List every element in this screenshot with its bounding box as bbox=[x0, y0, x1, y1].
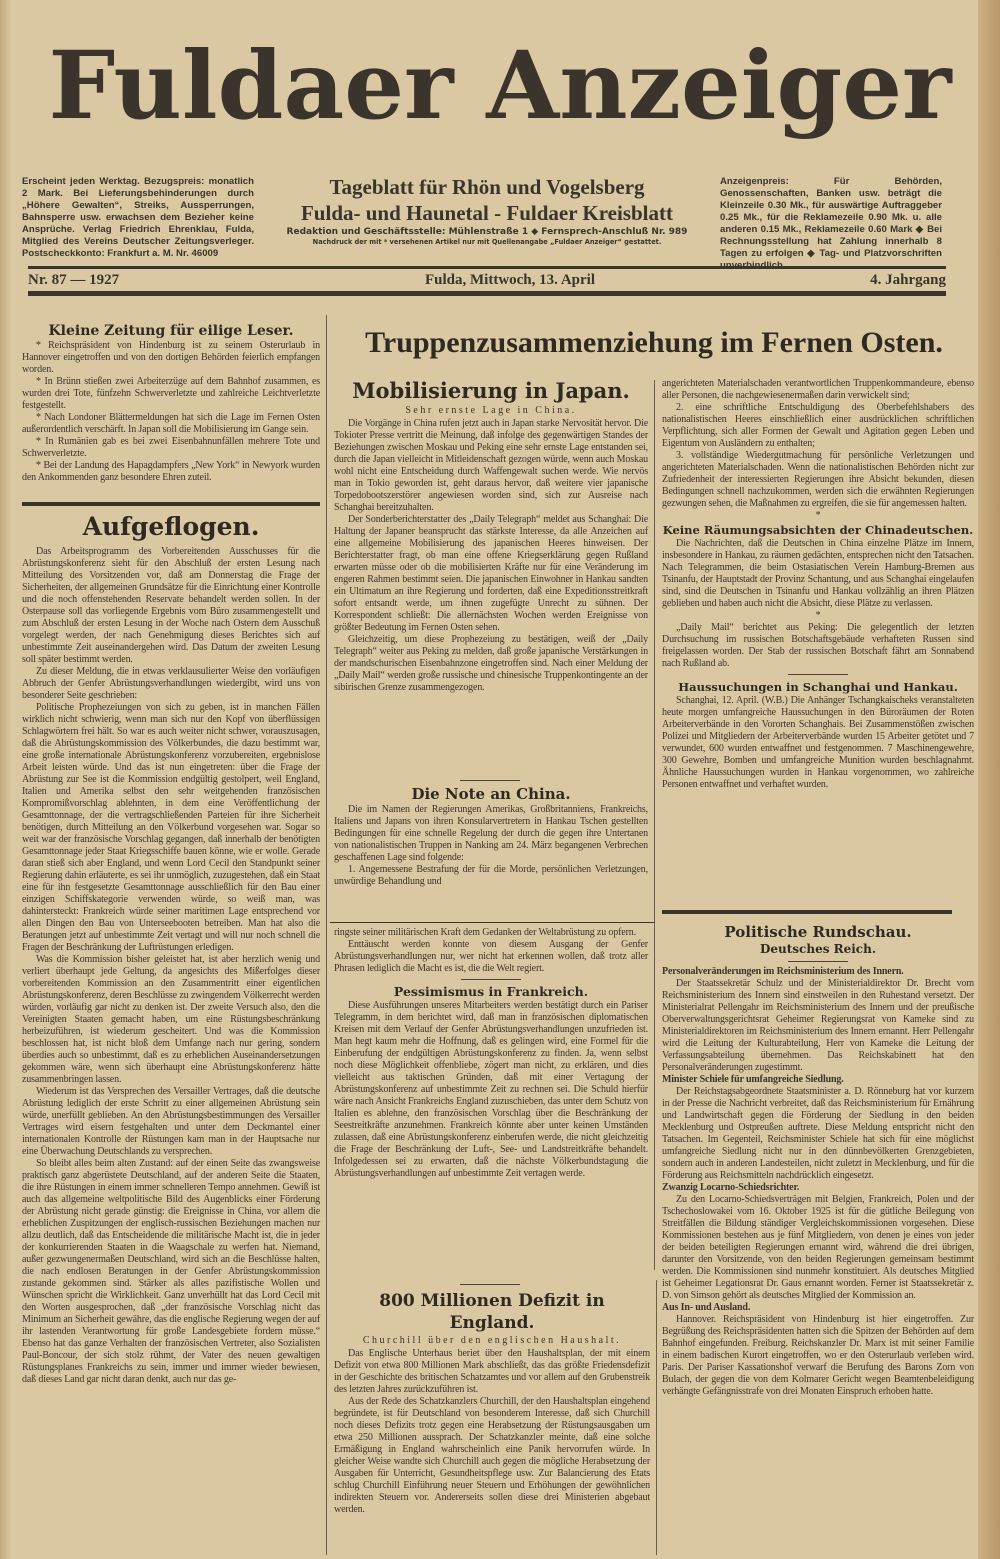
news-item: * Reichspräsident von Hindenburg ist zu seinem Osterurlaub in Hannover eingetroffen und von den dortigen Behörden feierlich empfangen worden. bbox=[22, 340, 320, 375]
paragraph: ringste seiner militärischen Kraft dem Gedanken der Weltabrüstung zu opfern. bbox=[334, 927, 636, 938]
paragraph: Die im Namen der Regierungen Amerikas, Großbritanniens, Frankreichs, Italiens und Japans von ihren Konsularvertretern in Hankau Tschen gestellten Bedingungen für eine schnelle Regelung der durch die gegen ihre Untertanen von nationalistischen Truppen in Nanking am 24. März begangenen Verbrechen geschaffenen Lage sind folgende: bbox=[334, 804, 648, 863]
paragraph: Die Vorgänge in China rufen jetzt auch in Japan starke Nervosität hervor. Die Tokioter Presse vertritt die Meinung, daß infolge des gegenwärtigen Standes der Beziehungen zwischen Moskau und Peking eine sehr ernste Lage entstanden sei, durch die Japan vielleicht in Mitleidenschaft gezogen würde, wenn auch Moskau wohl nicht eine Entscheidung durch Waffengewalt suchen werde. Wie nervös man in Tokio geworden ist, geht daraus hervor, daß weitere vier japanische Torpedobootszerstörer angewiesen worden sind, sich zur Ausreise nach Schanghai bereitzuhalten. bbox=[334, 418, 648, 513]
paragraph: Politische Prophezeiungen von sich zu geben, ist in manchen Fällen wirklich nicht schwierig, wenn man sich nur den Kopf von überflüssigen Schlagwörtern frei hält. So war es auch weiter nicht schwer, vorauszusagen, daß die Abrüstungskommission des Völkerbundes, die dazu bestimmt war, eine große internationale Abrüstungskonferenz vorzubereiten, ergebnislose Arbeit leisten würde. Und das ist nun eingetreten: über die Frage der Abrüstung zur See ist die Kommission endgültig gestolpert, weil England, Italien und Amerika selbst den sehr weitgehenden französischen Kompromißvorschlag ablehnten, in dem eine Veröffentlichung der Gesamttonnage, der die vertragschließenden Parteien für ihre Sicherheit benötigen, durch Mitteilung an den Völkerbund vorgesehen war. Sogar so weit war der französische Vorschlag gegangen, daß innerhalb der benötigten Gesamttonnage jeder Staat Kriegsschiffe bauen könne, wie er wolle. Gerade daran stieß sich aber England, und wenn Lord Cecil den Standpunkt seiner Regierung dahin erläuterte, es sei ihr unmöglich, zuzugestehen, daß ein Staat eine für ihn festgesetzte Gesamttonnage ausschließlich für den Bau einer einzigen Schiffskategorie verwenden würde, so weiß man, was dahintersteckt: Frankreich würde seiner maritimen Lage entsprechend vor allen Dingen den Bau von Unterseebooten betreiben. Man hat also die Beratungen jetzt auf unbestimmte Zeit vertagt und will nur noch schnell die Fragen der Beschränkung der Luftrüstungen erledigen. bbox=[22, 702, 320, 953]
article-note-china bbox=[334, 784, 648, 888]
article-mobilisierung bbox=[334, 378, 648, 694]
news-item: * In Rumänien gab es bei zwei Eisenbahnunfällen mehrere Tote und Schwerverletzte. bbox=[22, 436, 320, 459]
article-title: Aufgeflogen. bbox=[82, 512, 260, 541]
issue-number: Nr. 87 — 1927 bbox=[28, 272, 120, 288]
news-item: * Bei der Landung des Hapagdampfers „New York“ in Newyork wurden den Ankommenden ganz besondere Ehren zuteil. bbox=[22, 460, 320, 483]
section-subtitle: Deutsches Reich. bbox=[759, 942, 877, 956]
separator-asterisk: * bbox=[815, 510, 821, 521]
article-title: Haussuchungen in Schanghai und Hankau. bbox=[678, 680, 958, 694]
paragraph: Enttäuscht werden konnte von diesem Ausgang der Genfer Abrüstungsverhandlungen nur, wer nicht hat erkennen wollen, daß trotz aller Phrasen lediglich die Macht es ist, die die Welt regiert. bbox=[334, 939, 648, 974]
column-rule bbox=[326, 315, 327, 1555]
article-title: Mobilisierung in Japan. bbox=[352, 378, 630, 403]
paragraph: „Daily Mail“ berichtet aus Peking: Die gelegentlich der letzten Durchsuchung im russischen Botschaftsgebäude verhafteten Russen sind freigelassen worden. Der Stab der russischen Botschaft fährt am Sonnabend nach Rußland ab. bbox=[662, 622, 974, 669]
subscription-info: Erscheint jeden Werktag. Bezugspreis: monatlich 2 Mark. Bei Lieferungsbehinderungen durch „Höhere Gewalten“, Streiks, Aussperrungen, Bahnsperre usw. erwachsen dem Bezieher keine Ansprüche. Verlag Friedrich Ehrenklau, Fulda, Mitglied des Vereins Deutscher Zeitungsverleger. Postscheckkonto: Frankfurt a. M. Nr. 46009 bbox=[22, 176, 254, 259]
paragraph: So bleibt alles beim alten Zustand: auf der einen Seite das zwangsweise praktisch ganz abgerüstete Deutschland, auf der anderen Seite die Staaten, die ihre Rüstungen in einem immer schnelleren Tempo annehmen. Gewiß ist auch das allgemeine weltpolitische Bild des Augenblicks einer Förderung der Abrüstung nicht gerade günstig: die Ereignisse in China, vor allem die erheblichen Zuspitzungen der englisch-russischen Beziehungen machen nur allzu deutlich, daß das Entscheidende die militärische Macht ist, die in jeder der konkurrierenden Staaten in die Waagschale zu werfen hat. Niemand, außer gezwungenermaßen Deutschland, wird sich an die Beschlüsse halten, die nach endlosen Beratungen in der Genfer Abrüstungskommission zustande gekommen sind. Stärker als alles pazifistische Wollen und Wünschen spricht die Wirklichkeit. Ganz unverhüllt hat das Lord Cecil mit den Worten ausgesprochen, daß „der französische Vorschlag nicht das Minimum an Sicherheit gewähre, das die englische Regierung wegen der auf ihr lastenden Verantwortung für große Landesgebiete fordern müsse.“ Ebenso hat das ganze Verhalten der französischen Vertreter, also Sozialisten Paul-Boncour, der sich stolz rühmt, der Vater des neuen gewaltigen Rüstungsplanes Frankreichs zu sein, immer und immer wieder bewiesen, daß dieses Land gar nicht daran denkt, auch nur das ge- bbox=[22, 1158, 320, 1385]
article-title: Pessimismus in Frankreich. bbox=[393, 984, 589, 999]
separator-asterisk: * bbox=[815, 610, 821, 621]
paper-edge-right bbox=[978, 0, 1000, 1559]
article-subtitle: Sehr ernste Lage in China. bbox=[405, 405, 577, 416]
reprint-note: Nachdruck der mit * versehenen Artikel nur mit Quellenangabe „Fuldaer Anzeiger“ gestattet. bbox=[312, 238, 662, 246]
paragraph: angerichteten Materialschaden verantwortlichen Truppenkommandeure, ebenso aller Personen, die nachgewiesenermaßen darin verwickelt sind; bbox=[662, 378, 974, 401]
subsection-title: Personalveränderungen im Reichsministerium des Innern. bbox=[662, 966, 904, 977]
newspaper-masthead: Fuldaer Anzeiger bbox=[48, 31, 952, 141]
kleine-zeitung bbox=[22, 322, 320, 484]
divider bbox=[460, 780, 520, 781]
news-item: * Nach Londoner Blättermeldungen hat sich die Lage im Fernen Osten außerordentlich verschärft. In Japan soll die Mobilisierung im Gange sein. bbox=[22, 412, 320, 435]
paragraph: Gleichzeitig, um diese Prophezeiung zu bestätigen, weiß der „Daily Telegraph“ weiter aus Peking zu melden, daß große japanische Verstärkungen in der mandschurischen Eisenbahnzone eingetroffen sind. Nach einer Meldung der „Daily Mail“ werden große russische und chinesische Truppenkontingente an der sibirischen Grenze zusammengezogen. bbox=[334, 634, 648, 693]
divider bbox=[330, 922, 654, 923]
article-pessimismus bbox=[334, 927, 648, 1180]
article-title: 800 Millionen Defizit in England. bbox=[379, 1291, 605, 1333]
place-date: Fulda, Mittwoch, 13. April bbox=[424, 272, 595, 288]
subsection-title: Zwanzig Locarno-Schiedsrichter. bbox=[662, 1182, 800, 1193]
paragraph: Zu dieser Meldung, die in etwas verklausulierter Weise den vorläufigen Abbruch der Genfer Abrüstungsverhandlungen wiedergibt, wird uns von besonderer Seite geschrieben: bbox=[22, 666, 320, 701]
advertising-prices: Anzeigenpreis: Für Behörden, Genossenschaften, Banken usw. beträgt die Kleinzeile 0.30 Mk., für auswärtige Auftraggeber 0.25 Mk., für die Reklamezeile 0.90 Mk. u. alle anderen 0.15 Mk., Reklamezeile 0.60 Mark ◆ Bei Rechnungsstellung hat Zahlung innerhalb 8 Tagen zu erfolgen ◆ Tag- und Platzvorschriften bbox=[720, 176, 942, 259]
subsection-title: Minister Schiele für umfangreiche Siedlung. bbox=[662, 1074, 844, 1085]
editorial-address: Redaktion und Geschäftsstelle: Mühlenstraße 1 ◆ Fernsprech-Anschluß Nr. 989 bbox=[286, 227, 688, 237]
paragraph: Wiederum ist das Versprechen des Versailler Vertrages, daß die deutsche Abrüstung lediglich der erste Schritt zu einer allgemeinen Abrüstung sein würde, unerfüllt geblieben. An den Abrüstungsbestimmungen des Versailler Vertrages wird eisern festgehalten und unter dem Deckmantel einer internationalen Kontrolle der Rüstungen kam man in der Hauptsache nur eine Überwachung Deutschlands zu versprechen. bbox=[22, 1086, 320, 1157]
paragraph: Diese Ausführungen unseres Mitarbeiters werden bestätigt durch ein Pariser Telegramm, in dem berichtet wird, daß man in französischen diplomatischen Kreisen mit dem Verlauf der Genfer Abrüstungsverhandlungen unzufrieden ist. Man hegt kaum mehr die Hoffnung, daß es gelingen wird, eine Formel für die Einberufung der endgültigen Abrüstungskonferenz zu finden. Ja, wenn selbst noch diese Möglichkeit offenbliebe, zögert man nicht, zu erklären, und dies vielleicht aus taktischen Gründen, daß mit einer Vertagung der Abrüstungskonferenz auf unbestimmte Zeit zu rechnen sei. Die Schuld hierfür wäre nach Ansicht Frankreichs England zuzuschieben, das unter dem Schutz von Italien es ablehne, den französischen Vorschlag über die Beschränkung der Seestreitkräfte anzunehmen. Frankreich könnte aber unter keinen Umständen zulassen, daß eine Abrüstungskonferenz einberufen werde, die nicht gleichzeitig die Frage der Beschränkung der Luft-, See- und Landstreitkräfte behandelt. Infolgedessen sei zu erwarten, daß die nächste Völkerbundstagung die Abrüstungsverhandlungen auf unbestimmte Zeit vertagen werde. bbox=[334, 1000, 648, 1179]
paragraph: Das Arbeitsprogramm des Vorbereitenden Ausschusses für die Abrüstungskonferenz sieht für den Abschluß der ersten Lesung nach Mitteilung des Vorsitzenden vor, daß am Donnerstag die Frage der Sicherheiten, der allgemeinen Grundsätze für die Einrichtung einer Kontrolle und die noch offenstehenden Reservate behandelt werden sollen. In der Osterpause soll das vorliegende Ergebnis vom Büro zusammengestellt und zum Abschluß der ersten Lesung in der Woche nach Ostern dem Ausschuß vorgelegt werden, der nach Genehmigung dieses Berichtes sich auf unbestimmte Zeit auseinandergehen wird. Das Datum der zweiten Lesung soll später bestimmt werden. bbox=[22, 546, 320, 665]
divider bbox=[460, 1284, 520, 1285]
politische-rundschau bbox=[662, 922, 974, 1398]
paragraph: Der Reichstagsabgeordnete Staatsminister a. D. Rönneburg hat vor kurzem in der Presse die Nachricht verbreitet, daß das Reichsministerium für Ernährung und Landwirtschaft gegen die Förderung der Siedlung in den beiden Mecklenburg und Ostpreußen auftrete. Diese Meldung entspricht nicht den Tatsachen. Im Gegenteil, Reichsminister Schiele hat sich für eine möglichst umfangreiche Siedlung nicht nur in den dünnbevölkerten Grenzgebieten, sondern auch in anderen Landesteilen, nicht zuletzt in Mecklenburg, und für die Förderung aus Reichsmitteln nachdrücklich eingesetzt. bbox=[662, 1086, 974, 1181]
paper-edge-left bbox=[0, 0, 12, 1559]
article-aufgeflogen bbox=[22, 512, 320, 1386]
article-subtitle: Churchill über den englischen Haushalt. bbox=[362, 1335, 622, 1346]
paragraph: Der Staatssekretär Schulz und der Ministerialdirektor Dr. Brecht vom Reichsministerium des Innern sind einstweilen in den Ruhestand versetzt. Der Ministerialrat Pellengahr im Reichsministerium des Innern und der preußische Oberverwaltungsgerichtsrat Geheimer Regierungsrat von Kameke sind zu Ministerialdirektoren im Reichsministerium des Innern ernannt. Herr Pellengahr wird die Leitung der Kulturabteilung, Herr von Kameke die Leitung der Verfassungsabteilung übernehmen. Das Reichskabinett hat den Personalveränderungen zugestimmt. bbox=[662, 978, 974, 1073]
paragraph: Der Sonderberichterstatter des „Daily Telegraph“ meldet aus Schanghai: Die Haltung der Japaner beansprucht das stärkste Interesse, da alle Anzeichen auf eine allgemeine Mobilisierung des japanischen Heeres hinweisen. Der Berichterstatter fragt, ob man eine offene Kriegserklärung gegen Rußland erwarten müsse oder ob die mobilisierten Kräfte nur für eine Veränderung im engeren Rahmen bestimmt seien. Die japanischen Einwohner in Hankau sandten ein Ultimatum an ihre Regierung und forderten, daß eine Expeditionsstreitkraft sofort entsandt werde, um ihnen zugefügte Unrecht zu sühnen. Der Korrespondent schließt: Die allernächsten Wochen werden Ereignisse von größter Bedeutung im Fernen Osten sehen. bbox=[334, 514, 648, 633]
article-england bbox=[334, 1290, 650, 1516]
paragraph: Das Englische Unterhaus beriet über den Haushaltsplan, der mit einem Defizit von etwa 800 Millionen Mark abschließt, das das größte Friedensdefizit in der Geschichte des britischen Schatzamtes und vor allem auf den Grubenstreik des letzten Jahres zurückzuführen ist. bbox=[334, 1348, 650, 1395]
section-title: Kleine Zeitung für eilige Leser. bbox=[48, 323, 294, 339]
paragraph: Schanghai, 12. April. (W.B.) Die Anhänger Tschangkaischeks veranstalteten heute morgen umfangreiche Haussuchungen in den Büroräumen der Roten Arbeiterverbände in den Vororten Schanghais. Bei Zusammenstößen zwischen Polizei und Mitgliedern der Arbeiterverbände wurden 15 Arbeiter getötet und 7 verwundet, 600 wurden entwaffnet und festgenommen. 7 Maschinengewehre, 300 Gewehre, Bomben und umfangreiche Munition wurden beschlagnahmt. Ähnliche Haussuchungen wurden in Hankau vorgenommen, wo zahlreiche Personen entwaffnet und verhaftet wurden. bbox=[662, 695, 974, 790]
paragraph: Die Nachrichten, daß die Deutschen in China einzelne Plätze im Innern, insbesondere in Hankau, zu räumen gedächten, entsprechen nicht den Tatsachen. Nach Telegrammen, die beim Ostasiatischen Verein Hamburg-Bremen aus Tsinanfu, der Hauptstadt der Provinz Schantung, und aus Schanghai eingelaufen sind, sind die Deutschen in Tsinanfu und Hankau vollzählig an ihren Plätzen geblieben und haben auch nicht die Absicht, diese Plätze zu verlassen. bbox=[662, 538, 974, 609]
paragraph: 2. eine schriftliche Entschuldigung des Oberbefehlshabers des nationalistischen Heeres einschließlich einer ausdrücklichen schriftlichen Verpflichtung, sich aller Formen der Gewalt und Agitation gegen Leben und Eigentum von Ausländern zu enthalten; bbox=[662, 402, 974, 449]
divider bbox=[28, 266, 946, 269]
paragraph: Hannover. Reichspräsident von Hindenburg ist hier eingetroffen. Zur Begrüßung des Reichspräsidenten hatten sich die Spitzen der Behörden auf dem Bahnhof eingefunden. Freiburg. Reichskanzler Dr. Marx ist mit seiner Familie in einem badischen Kurort eingetroffen, wo er den Osterurlaub verleben wird. Paris. Der Pariser Kassationshof verwarf die Berufung des Barons Zorn von Bulach, der gegen die von dem Kolmarer Gericht wegen Beamtenbeleidigung verhängte Gefängnisstrafe von drei Monaten Einspruch erhoben hatte. bbox=[662, 1314, 974, 1397]
article-title: Die Note an China. bbox=[411, 785, 571, 803]
paragraph: Aus der Rede des Schatzkanzlers Churchill, der den Haushaltsplan eingehend begründete, ist für Deutschland von besonderem Interesse, daß sich Churchill noch dieses Defizits trotz gegen eine Herabsetzung der Rüstungsausgaben um etwa 250 Millionen aussprach. Der Schatzkanzler meinte, daß eine solche Ermäßigung in England wahrscheinlich eine Panik hervorrufen würde. In gleicher Weise wandte sich Churchill auch gegen die mögliche Herabsetzung der Ausgaben für Unterricht, Gesundheitspflege usw. Zur Balancierung des Etats schlug Churchill Einführung neuer Steuern und Erhöhungen der gewöhnlichen indirekten Steuern vor. Andererseits sollen diese drei Ministerien abgebaut werden. bbox=[334, 1396, 650, 1515]
main-headline: Truppenzusammenziehung im Fernen Osten. bbox=[365, 326, 943, 359]
paragraph: 1. Angemessene Bestrafung der für die Morde, persönlichen Verletzungen, unwürdige Behandlung und bbox=[334, 864, 648, 887]
right-column-news bbox=[662, 378, 974, 791]
subtitle-2: Fulda- und Haunetal - Fuldaer Kreisblatt bbox=[300, 201, 674, 225]
paragraph: Was die Kommission bisher geleistet hat, ist aber herzlich wenig und verliert überhaupt jede Geltung, da angesichts des Mißerfolges dieser vorbereitenden Kommission an den Zusammentritt einer eigentlichen Abrüstungskonferenz, deren Beschlüsse zu zwingendem Völkerrecht werden würden, vorläufig gar nicht zu denken ist. Der zweite Versuch also, den die Vereinigten Staaten gemacht haben, um eine Rüstungsbeschränkung herbeizuführen, ist wiederum gescheitert. Und was die Kommission beschlossen hat, ist nicht bloß dem Umfange nach nur gering, sondern überdies auch so unbestimmt, daß es zu erheblichen Auseinandersetzungen gekommen wäre, wenn sich überhaupt eine Abrüstungskonferenz hätte zusammenbringen lassen. bbox=[22, 954, 320, 1085]
news-item: * In Brünn stießen zwei Arbeiterzüge auf dem Bahnhof zusammen, es wurden drei Tote, fünfzehn Schwerverletzte und zahlreiche Leichtverletzte festgestellt. bbox=[22, 376, 320, 411]
divider bbox=[22, 502, 320, 506]
divider bbox=[788, 674, 848, 675]
paragraph: Zu den Locarno-Schiedsverträgen mit Belgien, Frankreich, Polen und der Tschechoslowakei vom 16. Oktober 1925 ist für die gütliche Beilegung von Streitfällen die Bildung ständiger Vergleichskommissionen vorgesehen. Diese Kommissionen bestehen aus je fünf Mitgliedern, von denen je eines von jeder der beiden beteiligten Regierungen ernannt wird, während die drei übrigen, darunter den Vorsitzende, von den beiden Regierungen gemeinsam bestimmt werden. Die Kommissionen sind nunmehr konstituiert. Als deutsches Mitglied ist Geheimer Legationsrat Dr. Gaus ernannt worden. Ferner ist Staatssekretär z. D. von Simson gehört als deutsches Mitglied der Kommission an. bbox=[662, 1194, 974, 1301]
column-rule bbox=[654, 380, 655, 1270]
divider bbox=[461, 979, 521, 980]
divider bbox=[662, 910, 952, 914]
subtitle-1: Tageblatt für Rhön und Vogelsberg bbox=[329, 175, 645, 199]
subsection-title: Aus In- und Ausland. bbox=[662, 1302, 751, 1313]
column-rule bbox=[656, 1280, 657, 1555]
divider bbox=[788, 961, 848, 962]
volume: 4. Jahrgang bbox=[870, 272, 946, 288]
paragraph: 3. vollständige Wiedergutmachung für persönliche Verletzungen und angerichteten Materialschaden. Wenn die nationalistischen Behörden nicht zur Zufriedenheit der interessierten Regierungen ihre Absicht bekunden, diesen Bedingungen schnell nachzukommen, werden sich die erwähnten Regierungen gezwungen sehen, die Maßnahmen zu ergreifen, die sie für angemessen halten. bbox=[662, 450, 974, 509]
masthead-center bbox=[262, 174, 712, 247]
divider bbox=[28, 291, 946, 296]
section-title: Politische Rundschau. bbox=[724, 923, 912, 941]
article-title: Keine Räumungsabsichten der Chinadeutschen. bbox=[662, 523, 974, 537]
